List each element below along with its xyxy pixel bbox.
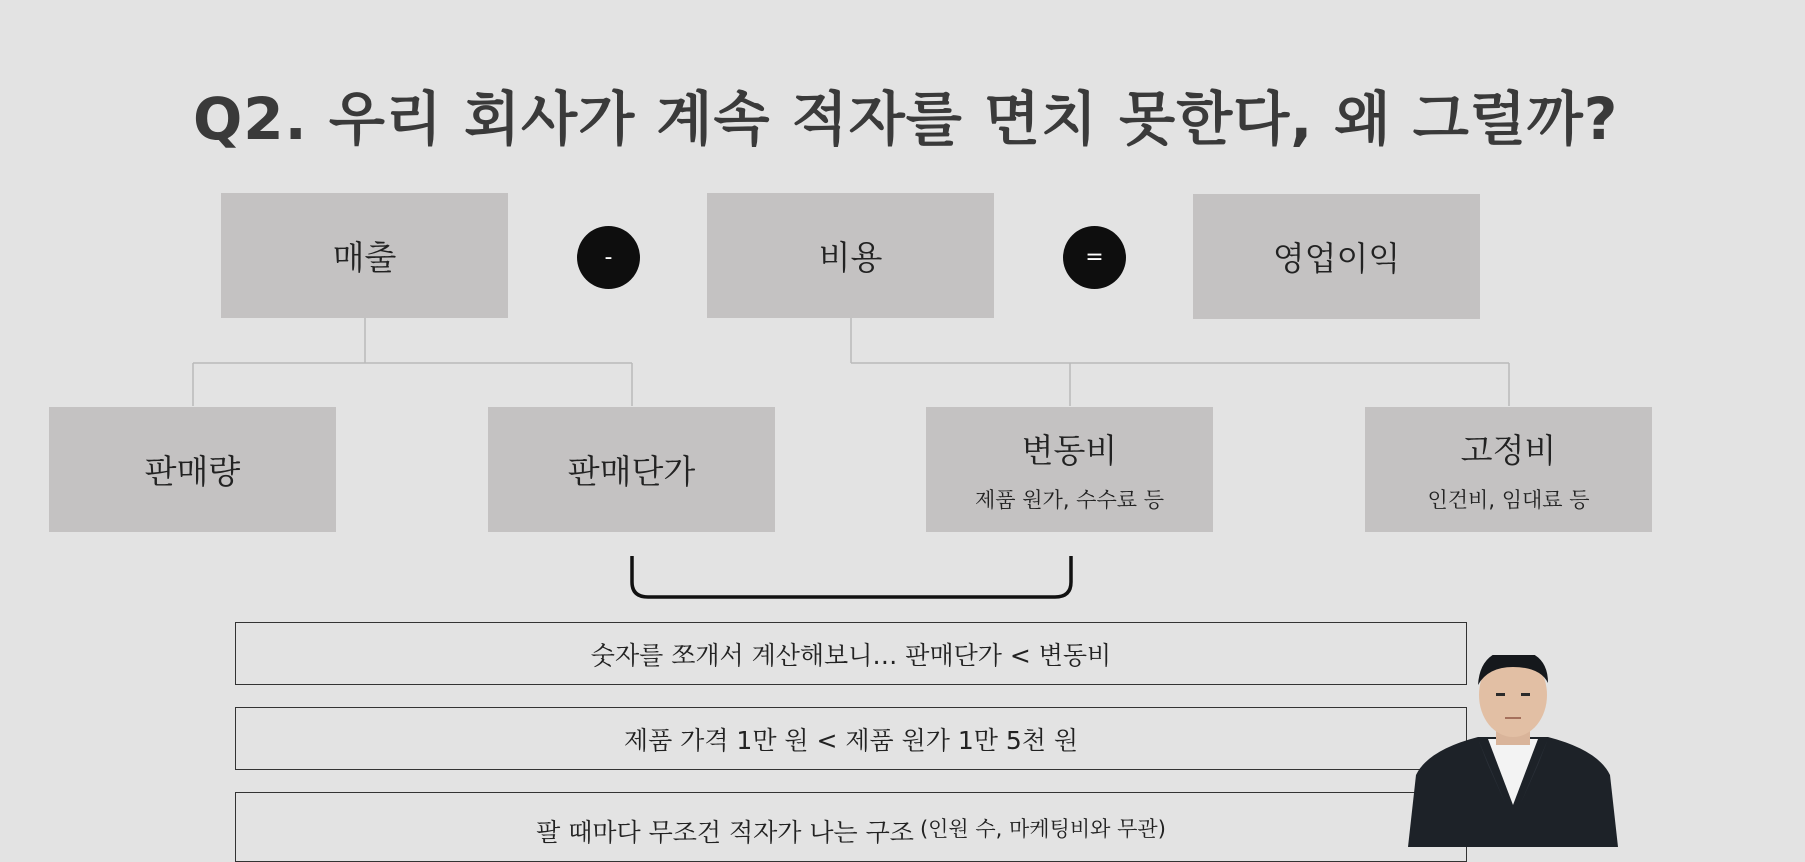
comparison-bracket [632, 556, 1071, 597]
statement-3-text: 팔 때마다 무조건 적자가 나는 구조 [536, 818, 914, 847]
fixed-cost-box [1365, 407, 1652, 532]
variable-cost-examples: 제품 원가, 수수료 등 [975, 488, 1164, 512]
fixed-cost-examples: 인건비, 임대료 등 [1427, 488, 1590, 512]
unit-price-box [488, 407, 775, 532]
statement-1-text: 숫자를 쪼개서 계산해보니… 판매단가 < 변동비 [590, 640, 1112, 670]
statement-3-note: (인원 수, 마케팅비와 무관) [919, 817, 1166, 841]
operating-profit-label: 영업이익 [1272, 239, 1401, 278]
cost-label: 비용 [818, 238, 883, 277]
statement-3 [235, 792, 1467, 862]
statement-2 [235, 707, 1467, 770]
cost-box [707, 193, 994, 318]
unit-price-label: 판매단가 [567, 452, 696, 491]
revenue-label: 매출 [332, 238, 397, 277]
variable-cost-box [926, 407, 1213, 532]
minus-operator [577, 226, 640, 289]
equals-operator [1063, 226, 1126, 289]
sales-volume-label: 판매량 [144, 452, 241, 491]
statement-1 [235, 622, 1467, 685]
equals-symbol: = [1085, 245, 1104, 270]
slide-title: Q2. 우리 회사가 계속 적자를 면치 못한다, 왜 그럴까? [193, 85, 1619, 153]
operating-profit-box [1193, 194, 1480, 319]
revenue-box [221, 193, 508, 318]
fixed-cost-label: 고정비 [1460, 431, 1557, 470]
variable-cost-label: 변동비 [1021, 431, 1118, 470]
sales-volume-box [49, 407, 336, 532]
statement-2-text: 제품 가격 1만 원 < 제품 원가 1만 5천 원 [623, 725, 1079, 755]
minus-symbol: - [604, 245, 613, 270]
presenter-video-icon [1408, 655, 1618, 847]
